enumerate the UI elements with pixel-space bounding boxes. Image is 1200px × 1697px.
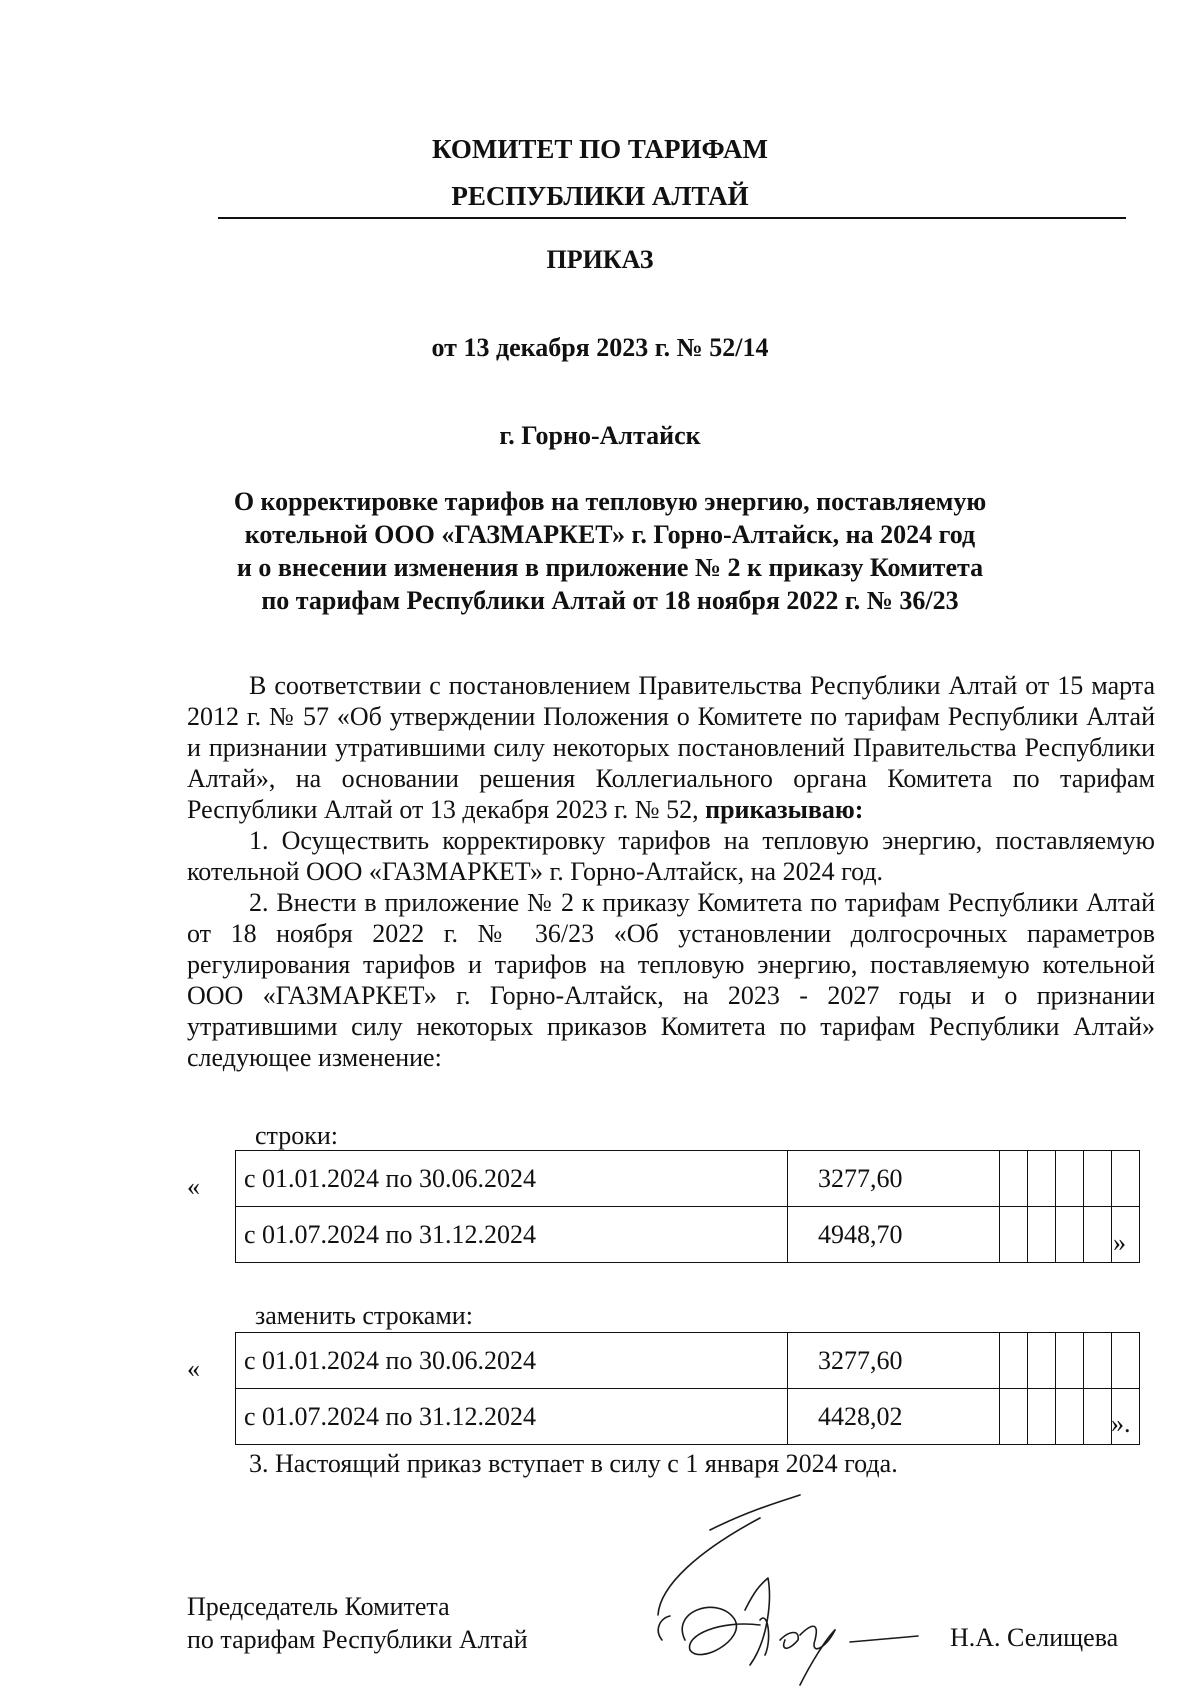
preamble-text: В соответствии с постановлением Правительства Республики Алтай от 15 марта 2012 г. № 57 «Об утверждении Положения о Комитете по тарифам Республики Алтай и признании утратившими силу некоторых постановлений Правительства Республики Алтай», на основании решения Коллегиального органа Комитета по тарифам Республики Алтай от 13 декабря 2023 г. № 52, — [187, 671, 1155, 824]
old-rows-open-quote: « — [187, 1172, 200, 1201]
item-3-block — [187, 1448, 1155, 1479]
old-rows-table — [235, 1150, 1140, 1263]
empty-cell — [1000, 1207, 1028, 1263]
org-name-line2: РЕСПУБЛИКИ АЛТАЙ — [451, 181, 749, 211]
empty-cell — [1056, 1389, 1084, 1445]
org-name-line1: КОМИТЕТ ПО ТАРИФАМ — [431, 134, 769, 164]
empty-cell — [1000, 1151, 1028, 1207]
document-date-number: от 13 декабря 2023 г. № 52/14 — [431, 333, 769, 362]
item-2-paragraph: 2. Внести в приложение № 2 к приказу Комитета по тарифам Республики Алтай от 18 ноября 2022 г. № 36/23 «Об установлении долгосрочных параметров регулирования тарифов и тарифов на тепловую энергию, поставляемую котельной ООО «ГАЗМАРКЕТ» г. Горно-Алтайск, на 2023 - 2027 годы и о признании утратившими силу некоторых приказов Комитета по тарифам Республики Алтай» следующее изменение: — [187, 888, 1155, 1072]
tariff-value-cell: 3277,60 — [788, 1333, 1000, 1389]
signatory-position — [187, 1590, 528, 1656]
empty-cell — [1000, 1389, 1028, 1445]
tariff-value-cell: 4948,70 — [788, 1207, 1000, 1263]
empty-cell — [1112, 1333, 1140, 1389]
title-line: и о внесении изменения в приложение № 2 к приказу Комитета — [236, 553, 984, 582]
title-line: О корректировке тарифов на тепловую энергию, поставляемую — [233, 487, 987, 516]
empty-cell — [1056, 1333, 1084, 1389]
position-line: Председатель Комитета — [187, 1592, 450, 1621]
document-body — [187, 670, 1155, 1073]
header-divider — [218, 217, 1126, 219]
period-cell: с 01.07.2024 по 31.12.2024 — [236, 1207, 788, 1263]
tariff-value-cell: 4428,02 — [788, 1389, 1000, 1445]
table-row — [236, 1389, 1140, 1445]
period-cell: с 01.01.2024 по 30.06.2024 — [236, 1333, 788, 1389]
table-row — [236, 1207, 1140, 1263]
new-rows-open-quote: « — [187, 1354, 200, 1383]
empty-cell — [1028, 1389, 1056, 1445]
empty-cell — [1084, 1207, 1112, 1263]
empty-cell — [1028, 1207, 1056, 1263]
table-row — [236, 1151, 1140, 1207]
empty-cell — [1056, 1207, 1084, 1263]
document-title — [180, 485, 1040, 617]
empty-cell — [1028, 1333, 1056, 1389]
table-row — [236, 1333, 1140, 1389]
empty-cell — [1000, 1333, 1028, 1389]
new-rows-label: заменить строками: — [255, 1301, 473, 1330]
document-type: ПРИКАЗ — [546, 245, 654, 274]
tariff-value-cell: 3277,60 — [788, 1151, 1000, 1207]
document-city: г. Горно-Алтайск — [499, 421, 701, 450]
empty-cell — [1084, 1389, 1112, 1445]
preamble-paragraph — [187, 670, 1155, 825]
order-keyword: приказываю: — [705, 795, 864, 824]
empty-cell — [1112, 1151, 1140, 1207]
empty-cell — [1028, 1151, 1056, 1207]
position-line: по тарифам Республики Алтай — [187, 1625, 528, 1654]
empty-cell — [1056, 1151, 1084, 1207]
handwritten-signature — [640, 1490, 920, 1690]
item-3-paragraph: 3. Настоящий приказ вступает в силу с 1 января 2024 года. — [249, 1449, 898, 1478]
period-cell: с 01.07.2024 по 31.12.2024 — [236, 1389, 788, 1445]
title-line: по тарифам Республики Алтай от 18 ноября 2022 г. № 36/23 — [261, 586, 959, 615]
new-rows-table — [235, 1332, 1140, 1445]
empty-cell — [1084, 1151, 1112, 1207]
old-rows-close-quote: » — [1113, 1228, 1126, 1257]
title-line: котельной ООО «ГАЗМАРКЕТ» г. Горно-Алтайск, на 2024 год — [244, 520, 976, 549]
signatory-name: Н.А. Селищева — [950, 1623, 1119, 1652]
period-cell: с 01.01.2024 по 30.06.2024 — [236, 1151, 788, 1207]
empty-cell — [1084, 1333, 1112, 1389]
new-rows-close-quote: ». — [1111, 1409, 1131, 1438]
old-rows-label: строки: — [255, 1121, 338, 1150]
item-1-paragraph: 1. Осуществить корректировку тарифов на тепловую энергию, поставляемую котельной ООО «ГАЗМАРКЕТ» г. Горно-Алтайск, на 2024 год. — [187, 826, 1155, 886]
